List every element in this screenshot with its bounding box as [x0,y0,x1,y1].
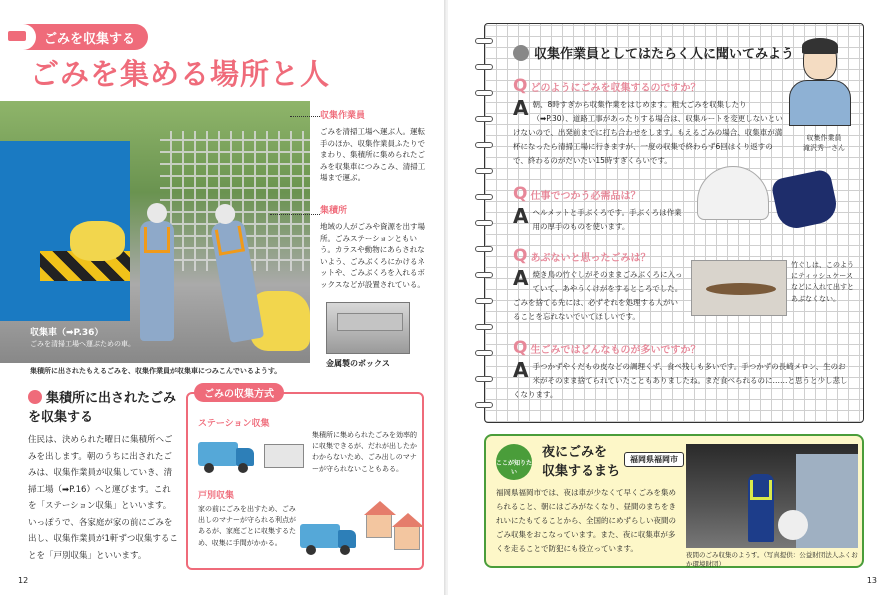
answer-4: A手つかずやくだもの皮などの調理くず、食べ残しも多いです。手つかずの長崎メロン、生のお米がそのまま捨てられていたこともありましたね。まだ食べられるのに……と思うと少し悲しくなります。 [513,358,848,399]
night-collection-photo [686,444,858,548]
house-illustration-icon [394,526,420,550]
gloves-photo [770,168,840,231]
notebook-ring [475,194,493,200]
notebook-ring [475,324,493,330]
annotation-text: 地域の人がごみや資源を出す場所。ごみステーションともいう。カラスや動物にあらされないよう、ごみぶくろにかけるネットや、ごみぶくろを入れるボックスなどが設置されている。 [320,221,425,290]
worker-portrait [785,36,855,144]
helmet-photo [697,166,769,220]
bullet-icon [28,390,42,404]
leader-line [270,214,320,215]
notebook-ring [475,168,493,174]
section-body: 住民は、決められた曜日に集積所へごみを出します。朝のうちに出されたごみは、収集作業員が収集していき、清掃工場（➡P.16）へと運びます。これを「ステーション収集」といいます。 いっぽうで、各家庭が家の前にごみを出し、収集作業員が1軒ずつ収集することを「戸別収集」といいます。 [28,435,178,561]
station-text: 集積所に集められたごみを効率的に収集できるが、だれが出したかわからないため、ごみ出しのマナーが守られないこともある。 [312,431,417,473]
notebook-ring [475,220,493,226]
station-illustration-icon [264,444,304,468]
notebook-ring [475,116,493,122]
info-badge: ここが知りたい [496,444,532,480]
place-badge: 福岡県福岡市 [624,452,684,467]
station-title: ステーション収集 [198,419,270,429]
door-text: 家の前にごみを出すため、ごみ出しのマナーが守られる利点があるが、家庭ごとに収集するため、収集に手間がかかる。 [198,505,296,547]
garbage-bags [70,221,125,261]
metal-box-label: 金属製のボックス [326,359,390,368]
notebook-ring [475,402,493,408]
notebook-ring [475,38,493,44]
question-3: Qあぶないと思ったごみは？ [513,246,651,266]
metal-box-photo [326,302,410,354]
night-collection-text: 福岡県福岡市では、夜は車が少なくて早くごみを集められること、朝にはごみがなくなり、昼間のまちをきれいにたもてることから、全国的にめずらしい夜間のごみ収集をおこなっています。また、夜に収集車が多くを走ることで防犯にも役立っています。 [496,488,676,553]
answer-2: Aヘルメットと手ぶくろです。手ぶくろは作業用の厚手のものを使います。 [513,204,682,231]
question-4: Q生ごみではどんなものが多いですか？ [513,338,701,358]
portrait-name: 滝沢秀一さん [803,143,845,152]
chapter-tag-label: ごみを収集する [44,31,136,47]
section-heading-text: 集積所に出されたごみを収集する [28,391,177,425]
photo-desc: ごみを清掃工場へ運ぶための車。 [30,340,135,348]
skewer-note: 竹ぐしは、このようにティッシュケースなどに入れて出すとあぶなくない。 [791,261,854,303]
method-tab: ごみの収集方式 [194,383,284,402]
page-title: ごみを集める場所と人 [30,57,331,91]
notebook-ring [475,142,493,148]
garbage-truck-photo [0,101,310,363]
notebook-ring [475,376,493,382]
page-number: 12 [18,576,29,585]
annotation-text: ごみを清掃工場へ運ぶ人。運転手のほか、収集作業員ふたりでまわり、集積所に集められたごみを収集車につみこみ、清掃工場まで運ぶ。 [320,126,426,183]
notebook-ring [475,272,493,278]
house-illustration-icon [366,514,392,538]
left-page [0,0,447,595]
leader-line [290,116,320,117]
notebook-ring [475,64,493,70]
question-2: Q仕事でつかう必需品は？ [513,184,641,204]
right-page [448,0,895,595]
interview-notebook [484,23,864,423]
portrait-caption [785,134,863,154]
section-heading [28,390,178,428]
answer-3: A焼き鳥の竹ぐしがそのままごみぶくろに入っていて、あやうくけがをするところでした。ごみを捨てる先には、必ずそれを処理する人がいることを忘れないでいてほしいです。 [513,266,683,321]
pen-icon [513,45,529,61]
skewer-photo [691,260,787,316]
collection-method-box [186,389,424,570]
annotation-head: 収集作業員 [320,111,366,121]
worker-figure [140,221,174,341]
photo-caption: 集積所に出されたもえるごみを、収集作業員が収集車につみこんでいるようす。 [30,367,282,375]
annotation-station [320,205,430,291]
chapter-tag [0,24,148,50]
notebook-ring [475,298,493,304]
night-collection-title: 夜にごみを 収集するまち [542,445,621,479]
notebook-title-text: 収集作業員としてはたらく人に聞いてみよう [534,47,795,62]
photo-label: 収集車（➡P.36） [30,328,104,338]
truck-illustration-icon [198,438,256,470]
annotation-worker [320,110,430,184]
portrait-role: 収集作業員 [806,134,842,142]
page-number: 13 [866,576,877,585]
annotation-head: 集積所 [320,206,348,216]
door-title: 戸別収集 [198,491,235,501]
notebook-ring [475,350,493,356]
answer-1: A朝、8時すぎから収集作業をはじめます。粗大ごみを収集したり（➡P.30）、道路工事があったりする場合は、収集ルートを変更しないといけないので、出発前までに打ち合わせをします。もえるごみの場合、収集車が満杯になったら清掃工場に行きますが、一度の収集で終わらず6回はくり返すので、終わるのがだいたい15時すぎくらいです。 [513,96,783,165]
truck-illustration-icon [300,520,358,552]
notebook-ring [475,246,493,252]
notebook-ring [475,90,493,96]
notebook-title [513,43,794,62]
question-1: Qどのようにごみを収集するのですか？ [513,76,701,96]
night-collection-box [484,434,864,568]
truck-icon [0,24,36,50]
night-photo-caption: 夜間のごみ収集のようす。（写真提供：公益財団法人ふくおか環境財団） [686,551,858,568]
